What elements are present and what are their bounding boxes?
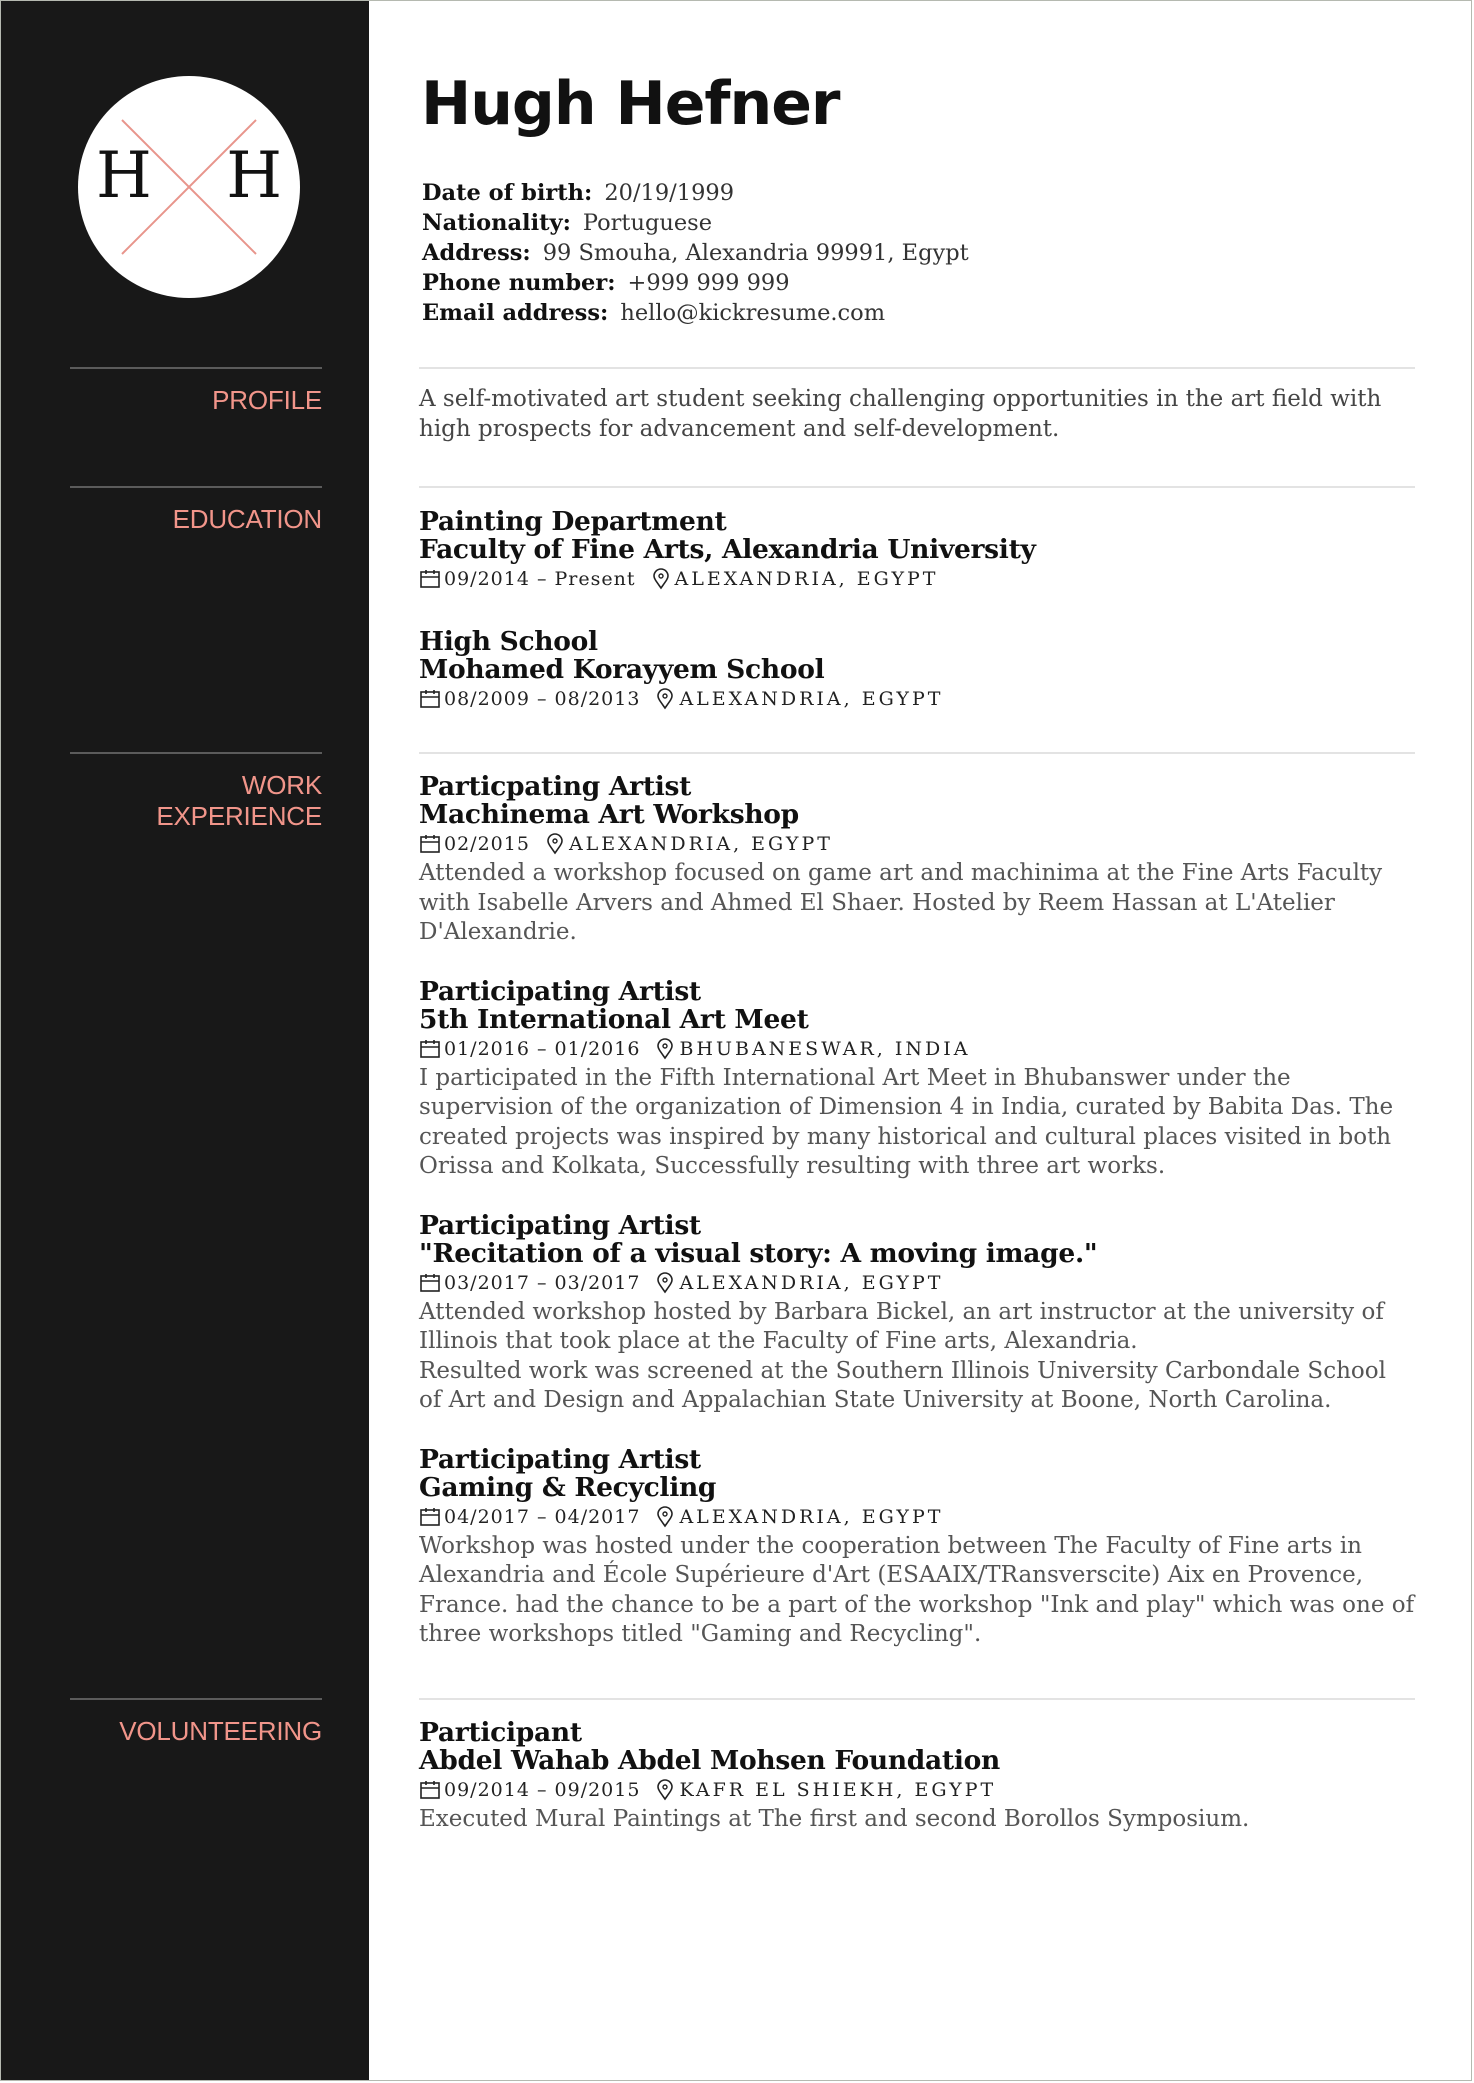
education-entry [419,508,1415,594]
info-label: Phone number: [422,270,616,296]
info-label: Address: [422,240,531,266]
entry-title: Participant [419,1717,582,1748]
volunteering-entry [419,1719,1415,1835]
entry-location: ALEXANDRIA, EGYPT [674,568,939,590]
entry-title: High School [419,626,598,657]
location-pin-icon [654,1506,676,1528]
work-entry [419,773,1415,948]
entry-title: Participating Artist [419,1209,701,1241]
calendar-icon [419,1272,441,1294]
entry-date: 09/2014 – Present [444,568,636,590]
entry-description: Attended workshop hosted by Barbara Bickel, an art instructor at the university of Illinois that took place at the Faculty of Fine arts, Alexandria. [419,1298,1384,1354]
entry-meta [419,1502,1415,1532]
location-pin-icon [654,1779,676,1801]
entry-title: Participating Artist [419,975,701,1007]
info-row-phone [422,268,969,298]
info-row-email [422,298,969,328]
volunteering-section [419,1719,1415,1865]
entry-meta [419,684,1415,714]
entry-subtitle: Faculty of Fine Arts, Alexandria University [419,534,1036,565]
entry-subtitle: Gaming & Recycling [419,1471,717,1503]
info-label: Date of birth: [422,180,593,206]
profile-section [419,385,1415,444]
education-section-label: EDUCATION [70,486,322,535]
location-pin-icon [654,1038,676,1060]
candidate-name: Hugh Hefner [421,69,840,139]
entry-date: 03/2017 – 03/2017 [444,1271,641,1294]
work-entry [419,1443,1415,1650]
entry-meta [419,1775,1415,1805]
location-pin-icon [650,568,672,590]
entry-location: ALEXANDRIA, EGYPT [679,1271,944,1294]
entry-title: Particpating Artist [419,771,692,802]
location-pin-icon [544,833,566,855]
entry-meta [419,1268,1415,1298]
entry-date: 04/2017 – 04/2017 [444,1505,641,1528]
entry-subtitle: Machinema Art Workshop [419,799,799,830]
entry-location: ALEXANDRIA, EGYPT [679,1505,944,1528]
divider [419,486,1415,488]
info-row-address [422,238,969,268]
entry-title: Painting Department [419,506,727,537]
divider [419,367,1415,369]
entry-date: 09/2014 – 09/2015 [444,1779,641,1801]
entry-date: 08/2009 – 08/2013 [444,688,641,710]
work-experience-section-label: WORK EXPERIENCE [70,752,322,832]
calendar-icon [419,568,441,590]
entry-subtitle: "Recitation of a visual story: A moving image." [419,1237,1098,1269]
info-value: +999 999 999 [627,270,790,296]
work-entry [419,975,1415,1182]
divider [419,1698,1415,1700]
entry-description: Resulted work was screened at the Southern Illinois University Carbondale School of Art and Design and Appalachian State University at Boone, North Carolina. [419,1357,1386,1413]
entry-meta [419,1034,1415,1064]
entry-subtitle: Mohamed Korayyem School [419,654,825,685]
education-entry [419,628,1415,714]
volunteering-section-label: VOLUNTEERING [70,1698,322,1747]
entry-date: 02/2015 [444,833,530,855]
location-pin-icon [654,688,676,710]
info-row-nationality [422,208,969,238]
entry-location: BHUBANESWAR, INDIA [679,1037,971,1060]
work-entry [419,1209,1415,1416]
email-link[interactable]: hello@kickresume.com [620,300,886,326]
sidebar [1,1,369,2080]
entry-meta [419,829,1415,859]
entry-location: KAFR EL SHIEKH, EGYPT [679,1779,997,1801]
info-value: 20/19/1999 [604,180,735,206]
entry-meta [419,564,1415,594]
info-value: Portuguese [582,210,713,236]
profile-text: A self-motivated art student seeking challenging opportunities in the art field with high prospects for advancement and self-development. [419,386,1382,442]
monogram-left-initial: H [96,139,152,213]
info-label: Nationality: [422,210,571,236]
info-value: 99 Smouha, Alexandria 99991, Egypt [542,240,969,266]
location-pin-icon [654,1272,676,1294]
calendar-icon [419,1779,441,1801]
calendar-icon [419,1038,441,1060]
entry-description: Executed Mural Paintings at The first and second Borollos Symposium. [419,1806,1250,1832]
entry-subtitle: 5th International Art Meet [419,1003,809,1035]
entry-subtitle: Abdel Wahab Abdel Mohsen Foundation [419,1745,1000,1776]
work-experience-section [419,773,1415,1680]
education-section [419,508,1415,744]
info-label: Email address: [422,300,609,326]
entry-location: ALEXANDRIA, EGYPT [679,688,944,710]
monogram-avatar [78,76,300,298]
entry-description: I participated in the Fifth International Art Meet in Bhubanswer under the supervision of the organization of Dimension 4 in India, curated by Babita Das. The created projects was inspired by many historical and cultural places visited in both Orissa and Kolkata, Successfully resulting with three art works. [419,1064,1394,1179]
entry-title: Participating Artist [419,1443,701,1475]
calendar-icon [419,688,441,710]
profile-section-label: PROFILE [70,367,322,416]
monogram-right-initial: H [226,139,282,213]
calendar-icon [419,1506,441,1528]
entry-location: ALEXANDRIA, EGYPT [568,833,833,855]
divider [419,752,1415,754]
info-row-birth [422,178,969,208]
entry-date: 01/2016 – 01/2016 [444,1037,641,1060]
entry-description: Workshop was hosted under the cooperation between The Faculty of Fine arts in Alexandria and École Supérieure d'Art (ESAAIX/TRansverscite) Aix en Provence, France. had the chance to be a part of the workshop "Ink and play" which was one of three workshops titled "Gaming and Recycling". [419,1532,1415,1647]
calendar-icon [419,833,441,855]
personal-info [422,178,969,328]
entry-description: Attended a workshop focused on game art and machinima at the Fine Arts Faculty with Isabelle Arvers and Ahmed El Shaer. Hosted by Reem Hassan at L'Atelier D'Alexandrie. [419,860,1383,945]
